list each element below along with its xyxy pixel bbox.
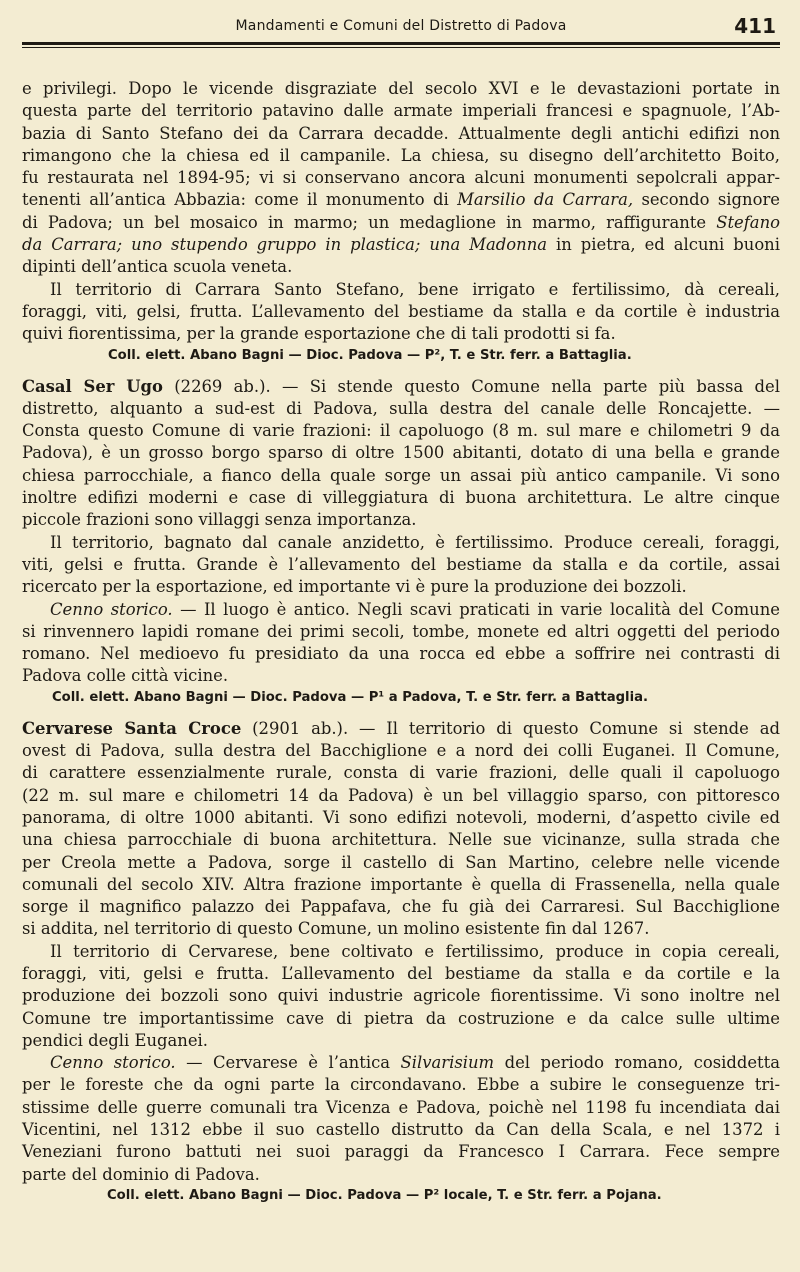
text-line: questa parte del territorio patavino dalle armate imperiali francesi e spagnuole, l’Ab- (22, 101, 780, 121)
text-line: ovest di Padova, sulla destra del Bacchiglione e a nord dei colli Euganei. Il Comune, (22, 741, 780, 761)
text-line: Padova colle città vicine. (22, 666, 229, 686)
text-line: Veneziani furono battuti nei suoi paraggi da Francesco I Carrara. Fece sempre (22, 1142, 780, 1162)
text-line: comunali del secolo XIV. Altra frazione importante è quella di Frassenella, nella quale (22, 874, 780, 894)
text-line: viti, gelsi e frutta. Grande è l’allevamento del bestiame da stalla e da cortile, assai (22, 554, 780, 574)
text-line (22, 376, 780, 398)
header-rule-thin (22, 47, 780, 48)
collegio-note: Coll. elett. Abano Bagni — Dioc. Padova — P², T. e Str. ferr. a Battaglia. (108, 347, 632, 363)
header-title: Mandamenti e Comuni del Distretto di Padova (235, 18, 567, 34)
text-line: distretto, alquanto a sud-est di Padova, sulla destra del canale delle Roncajette. — (22, 398, 780, 418)
text-line: rimangono che la chiesa ed il campanile. La chiesa, su disegno dell’architetto Boito, (22, 145, 780, 165)
italic-name: Marsilio da Carrara, (457, 190, 634, 210)
text-line: (22 m. sul mare e chilometri 14 da Padova) è un bel villaggio sparso, con pittoresco (22, 785, 780, 805)
collegio-note: Coll. elett. Abano Bagni — Dioc. Padova — P² locale, T. e Str. ferr. a Pojana. (107, 1187, 662, 1203)
cenno-label: Cenno storico. (50, 599, 173, 619)
text-line: chiesa parrocchiale, a fianco della quale sorge un assai più antico campanile. Vi sono (22, 465, 780, 485)
text-line: romano. Nel medioevo fu presidiato da una rocca ed ebbe a soffrire nei contrasti di (22, 644, 780, 664)
text-line: foraggi, viti, gelsi, frutta. L’allevamento del bestiame da stalla e da cortile è industria (22, 301, 780, 321)
entry-title: Casal Ser Ugo (22, 376, 163, 396)
page-number: 411 (734, 14, 776, 38)
text-run: di Padova; un bel mosaico in marmo; un medaglione in marmo, raffigurante (22, 212, 717, 232)
text-run: in pietra, ed alcuni buoni (547, 235, 780, 255)
italic-run: uno stupendo gruppo in plastica; una (122, 235, 470, 255)
italic-name: Stefano (716, 212, 780, 232)
text-line: Consta questo Comune di varie frazioni: il capoluogo (8 m. sul mare e chilometri 9 da (22, 421, 780, 441)
text-line: produzione dei bozzoli sono quivi industrie agricole fiorentissime. Vi sono inoltre nel (22, 986, 780, 1006)
text-line: Il territorio, bagnato dal canale anzidetto, è fertilissimo. Produce cereali, foraggi, (50, 532, 780, 552)
text-line (22, 599, 780, 621)
text-line: Comune tre importantissime cave di pietra da costruzione e da calce sulle ultime (22, 1008, 780, 1028)
text-line: panorama, di oltre 1000 abitanti. Vi sono edifizi notevoli, moderni, d’aspetto civile ed (22, 807, 780, 827)
text-line: sorge il magnifico palazzo dei Pappafava, che fu già dei Carraresi. Sul Bacchiglione (22, 897, 780, 917)
text-line: Vicentini, nel 1312 ebbe il suo castello distrutto da Can della Scala, e nel 1372 i (22, 1120, 780, 1140)
text-line: foraggi, viti, gelsi e frutta. L’allevamento del bestiame da stalla e da cortile e la (22, 963, 780, 983)
text-run: — Il luogo è antico. Negli scavi praticati in varie località del Comune (172, 599, 780, 619)
text-line: per Creola mette a Padova, sorge il castello di San Martino, celebre nelle vicende (22, 852, 780, 872)
text-line (22, 189, 780, 211)
text-line (22, 212, 780, 234)
header-rule-thick (22, 42, 780, 45)
text-line: si addita, nel territorio di questo Comune, un molino esistente fin dal 1267. (22, 919, 650, 939)
italic-name: Madonna (469, 235, 548, 255)
text-line (22, 718, 780, 740)
text-run: (2901 ab.). — Il territorio di questo Comune si stende ad (241, 718, 780, 738)
text-line: piccole frazioni sono villaggi senza importanza. (22, 510, 417, 530)
text-run: — Cervarese è l’antica (175, 1053, 401, 1073)
text-line: pendici degli Euganei. (22, 1030, 208, 1050)
text-line: quivi fiorentissima, per la grande esportazione che di tali prodotti si fa. (22, 324, 616, 344)
text-line: una chiesa parrocchiale di buona architettura. Nelle sue vicinanze, sulla strada che (22, 830, 780, 850)
text-run: (2269 ab.). — Si stende questo Comune nella parte più bassa del (162, 376, 780, 396)
text-line: per le foreste che da ogni parte la circondavano. Ebbe a subire le conseguenze tri- (22, 1075, 780, 1095)
text-run: del periodo romano, cosiddetta (494, 1053, 780, 1073)
text-line: parte del dominio di Padova. (22, 1164, 260, 1184)
text-run: secondo signore (633, 190, 780, 210)
entry-title: Cervarese Santa Croce (22, 718, 242, 738)
text-line: Padova), è un grosso borgo sparso di oltre 1500 abitanti, dotato di una bella e grande (22, 443, 780, 463)
cenno-label: Cenno storico. (50, 1053, 176, 1073)
text-line: dipinti dell’antica scuola veneta. (22, 257, 293, 277)
text-line (22, 1052, 780, 1074)
text-run: tenenti all’antica Abbazia: come il monumento di (22, 190, 458, 210)
text-line: e privilegi. Dopo le vicende disgraziate del secolo XVI e le devastazioni portate in (22, 79, 780, 98)
text-line: ricercato per la esportazione, ed importante vi è pure la produzione dei bozzoli. (22, 577, 687, 597)
text-line: Il territorio di Cervarese, bene coltivato e fertilissimo, produce in copia cereali, (50, 941, 780, 961)
italic-name: Silvarisium (400, 1053, 495, 1073)
text-line: bazia di Santo Stefano dei da Carrara decadde. Attualmente degli antichi edifizi non (22, 123, 780, 143)
running-header (22, 14, 780, 44)
text-line: Il territorio di Carrara Santo Stefano, bene irrigato e fertilissimo, dà cereali, (50, 279, 780, 299)
italic-name: da Carrara; (22, 235, 123, 255)
text-line: inoltre edifizi moderni e case di villeggiatura di buona architettura. Le altre cinque (22, 488, 780, 508)
text-line: stissime delle guerre comunali tra Vicenza e Padova, poichè nel 1198 fu incendiata dai (22, 1097, 780, 1117)
text-line: di carattere essenzialmente rurale, consta di varie frazioni, delle quali il capoluogo (22, 763, 780, 783)
collegio-note: Coll. elett. Abano Bagni — Dioc. Padova — P¹ a Padova, T. e Str. ferr. a Battaglia. (52, 689, 648, 705)
text-line (22, 234, 780, 256)
text-line: fu restaurata nel 1894-95; vi si conservano ancora alcuni monumenti sepolcrali appar- (22, 168, 780, 188)
page-body (22, 78, 780, 1206)
text-line: si rinvennero lapidi romane dei primi secoli, tombe, monete ed altri oggetti del periodo (22, 621, 780, 641)
